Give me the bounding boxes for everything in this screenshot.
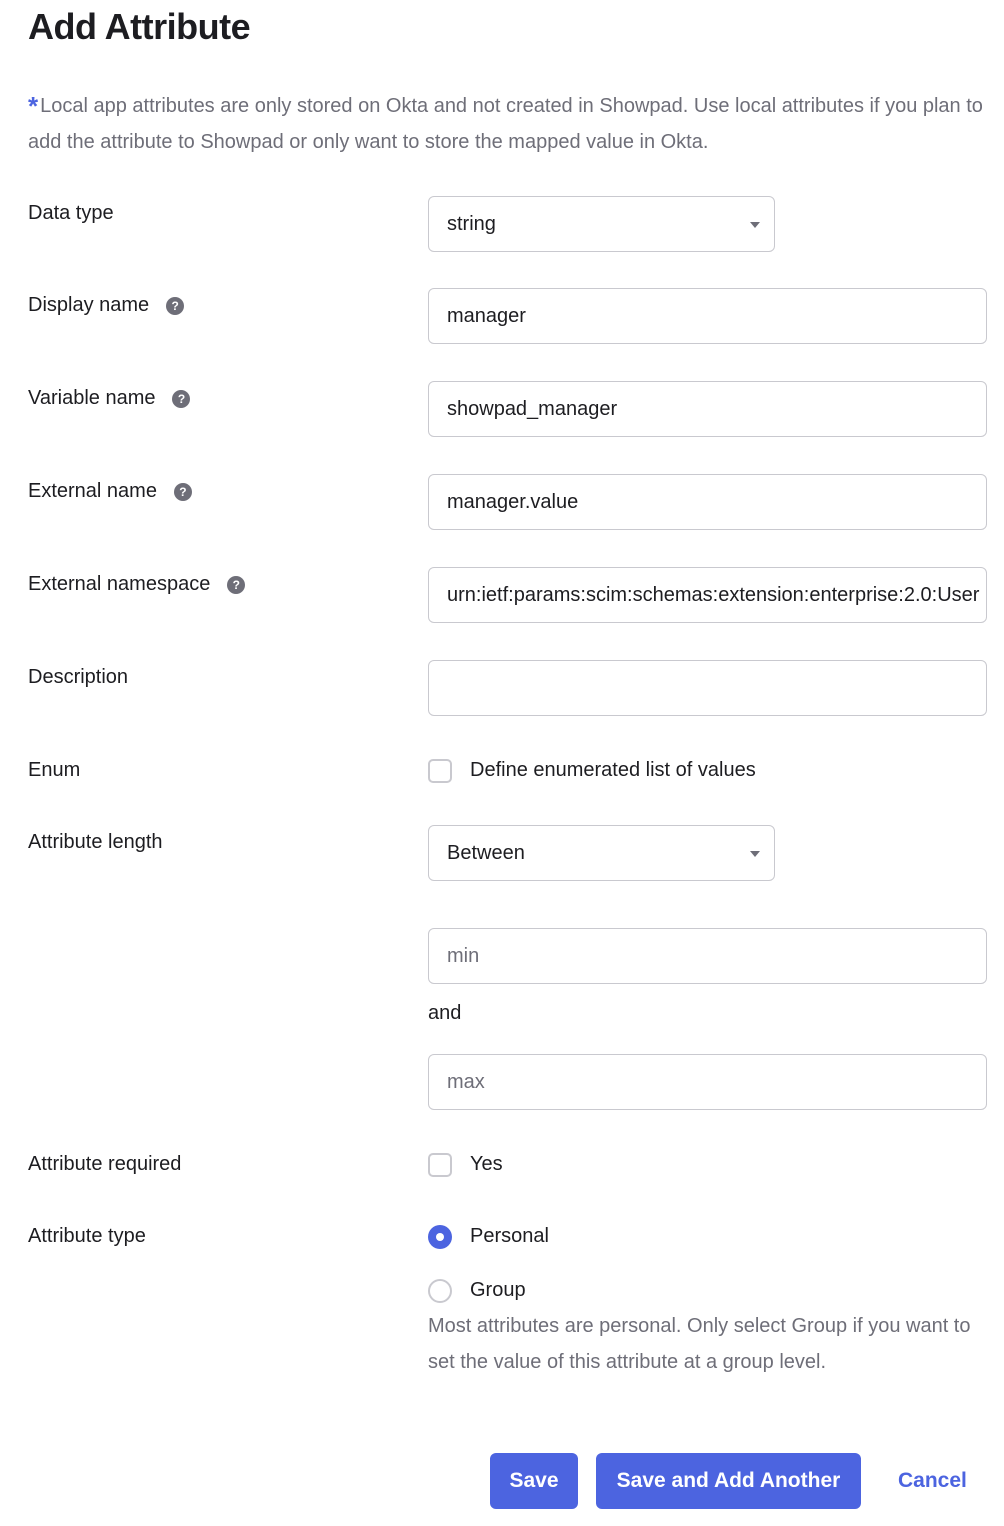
attribute-length-select[interactable] [428, 825, 775, 881]
description-input[interactable] [428, 660, 987, 716]
max-length-input[interactable] [428, 1054, 987, 1110]
display-name-input[interactable] [428, 288, 987, 344]
display-name-label-text: Display name [28, 294, 150, 316]
attribute-required-checkbox[interactable] [428, 1153, 452, 1177]
attribute-length-label [28, 831, 163, 854]
enum-checkbox[interactable] [428, 759, 452, 783]
attribute-length-value: Between [447, 841, 525, 864]
personal-radio[interactable] [428, 1225, 452, 1249]
description-label-text: Description [28, 666, 129, 688]
min-length-input[interactable] [428, 928, 987, 984]
external-name-label [28, 480, 192, 503]
page-title: Add Attribute [28, 6, 251, 47]
save-button[interactable]: Save [490, 1453, 578, 1509]
help-icon[interactable]: ? [227, 576, 245, 594]
chevron-down-icon [750, 222, 760, 228]
external-name-label-text: External name [28, 480, 157, 502]
data-type-label [28, 202, 114, 225]
external-namespace-label [28, 573, 245, 596]
min-placeholder: min [447, 944, 480, 967]
group-radio-label[interactable]: Group [470, 1279, 526, 1301]
and-text: and [428, 1002, 462, 1024]
help-icon[interactable]: ? [166, 297, 184, 315]
attribute-required-label-text: Attribute required [28, 1153, 182, 1175]
group-radio[interactable] [428, 1279, 452, 1303]
display-name-label [28, 294, 184, 317]
variable-name-label [28, 387, 190, 410]
enum-label [28, 759, 80, 782]
max-placeholder: max [447, 1070, 485, 1093]
variable-name-value: showpad_manager [447, 397, 618, 420]
attribute-type-label [28, 1225, 146, 1248]
variable-name-input[interactable] [428, 381, 987, 437]
description-label [28, 666, 128, 689]
variable-name-label-text: Variable name [28, 387, 156, 409]
help-icon[interactable]: ? [172, 390, 190, 408]
help-icon[interactable]: ? [174, 483, 192, 501]
chevron-down-icon [750, 851, 760, 857]
external-namespace-value: urn:ietf:params:scim:schemas:extension:enterprise:2.0:User [447, 583, 980, 606]
external-name-value: manager.value [447, 490, 579, 513]
external-namespace-input[interactable] [428, 567, 987, 623]
personal-radio-label[interactable]: Personal [470, 1225, 549, 1247]
attribute-required-label [28, 1153, 181, 1176]
save-and-add-another-button[interactable]: Save and Add Another [596, 1453, 861, 1509]
note-text: Local app attributes are only stored on Okta and not created in Showpad. Use local attributes if you plan to add the attribute to Showpad or only want to store the mapped value in Okta. [28, 95, 983, 153]
external-name-input[interactable] [428, 474, 987, 530]
enum-checkbox-label[interactable]: Define enumerated list of values [470, 759, 756, 781]
display-name-value: manager [447, 304, 526, 327]
data-type-value: string [447, 212, 496, 235]
attribute-type-label-text: Attribute type [28, 1225, 146, 1247]
cancel-link[interactable]: Cancel [898, 1469, 967, 1492]
attribute-required-checkbox-label[interactable]: Yes [470, 1153, 503, 1175]
enum-label-text: Enum [28, 759, 81, 781]
attribute-length-label-text: Attribute length [28, 831, 163, 853]
local-attributes-note [28, 88, 988, 160]
asterisk-icon: * [28, 91, 39, 121]
external-namespace-label-text: External namespace [28, 573, 211, 595]
attribute-type-hint: Most attributes are personal. Only select Group if you want to set the value of this attribute at a group level. [428, 1315, 971, 1373]
data-type-label-text: Data type [28, 202, 114, 224]
data-type-select[interactable] [428, 196, 775, 252]
